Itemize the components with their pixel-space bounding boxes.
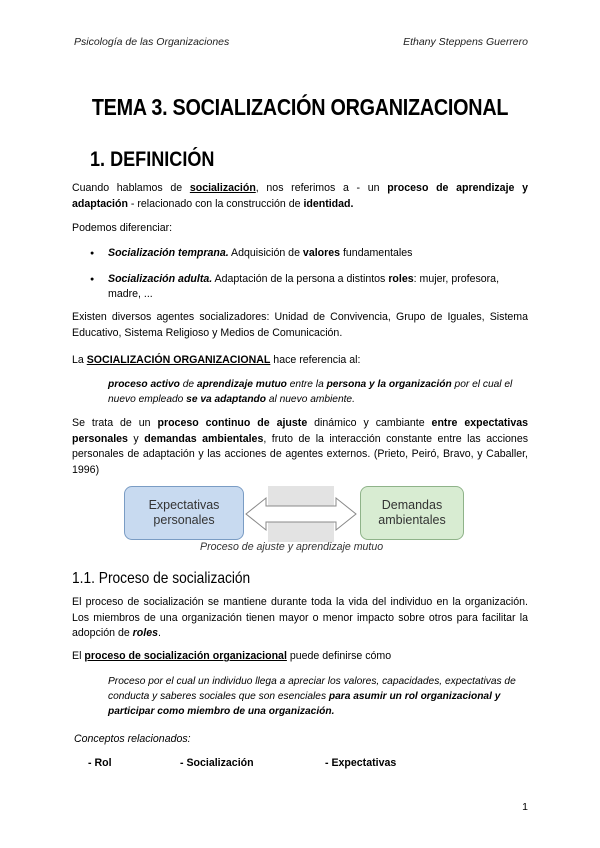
diagram-caption: Proceso de ajuste y aprendizaje mutuo [200,541,384,553]
section-heading-definicion: 1. DEFINICIÓN [90,148,215,171]
bullet-list [90,246,530,303]
header-left: Psicología de las Organizaciones [74,36,230,48]
quote-definicion: Proceso por el cual un individuo llega a apreciar los valores, capacidades, expectativas de conducta y saberes sociales que son esenciales para asumir un rol organizacional y participar como miembro de una organización. [108,676,516,717]
expectativas-box: Expectativas personales [124,486,244,540]
page-number: 1 [522,801,528,813]
concept-rol: - Rol [88,757,112,769]
demandas-box: Demandas ambientales [360,486,464,540]
quote-proceso-activo: proceso activo de aprendizaje mutuo entre la persona y la organización por el cual el nuevo empleado se va adaptando al nuevo ambiente. [108,379,513,405]
paragraph-diferenciar: Podemos diferenciar: [72,222,173,234]
paragraph-agentes: Existen diversos agentes socializadores: Unidad de Convivencia, Grupo de Iguales, Sistema Educativo, Sistema Religioso y Medios de Comunicación. [72,311,528,339]
document-title: TEMA 3. SOCIALIZACIÓN ORGANIZACIONAL [91,94,509,120]
concept-expectativas: - Expectativas [325,757,397,769]
subsection-heading-proceso: 1.1. Proceso de socialización [72,570,251,587]
header-right: Ethany Steppens Guerrero [403,36,528,48]
paragraph-ajuste: Se trata de un proceso continuo de ajuste dinámico y cambiante entre expectativas personales y demandas ambientales, fruto de la interacción constante entre las acciones personales de adaptación y las acciones de agentes externos. (Prieto, Peiró, Bravo, y Caballer, 1996) [72,417,529,476]
paragraph-socializacion: Cuando hablamos de socialización, nos referimos a - un proceso de aprendizaje y adaptación - relacionado con la construcción de identidad. [72,182,528,210]
concept-socializacion: - Socialización [180,757,254,769]
paragraph-proceso-socializacion: El proceso de socialización se mantiene durante toda la vida del individuo en la organización. Los miembros de una organización tienen mayor o menor impacto sobre otros para facilitar la adopción de roles. [72,596,528,639]
bullet-item: ● Socialización temprana. Adquisición de valores fundamentales [90,246,530,262]
adjustment-diagram [124,486,464,544]
paragraph-socializacion-organizacional: La SOCIALIZACIÓN ORGANIZACIONAL hace referencia al: [72,354,361,366]
double-arrow-icon [242,486,360,542]
paragraph-definicion: El proceso de socialización organizacional puede definirse cómo [72,650,392,662]
bullet-item: ● Socialización adulta. Adaptación de la persona a distintos roles: mujer, profesora, madre, ... [90,272,530,303]
related-concepts-label: Conceptos relacionados: [74,733,191,745]
